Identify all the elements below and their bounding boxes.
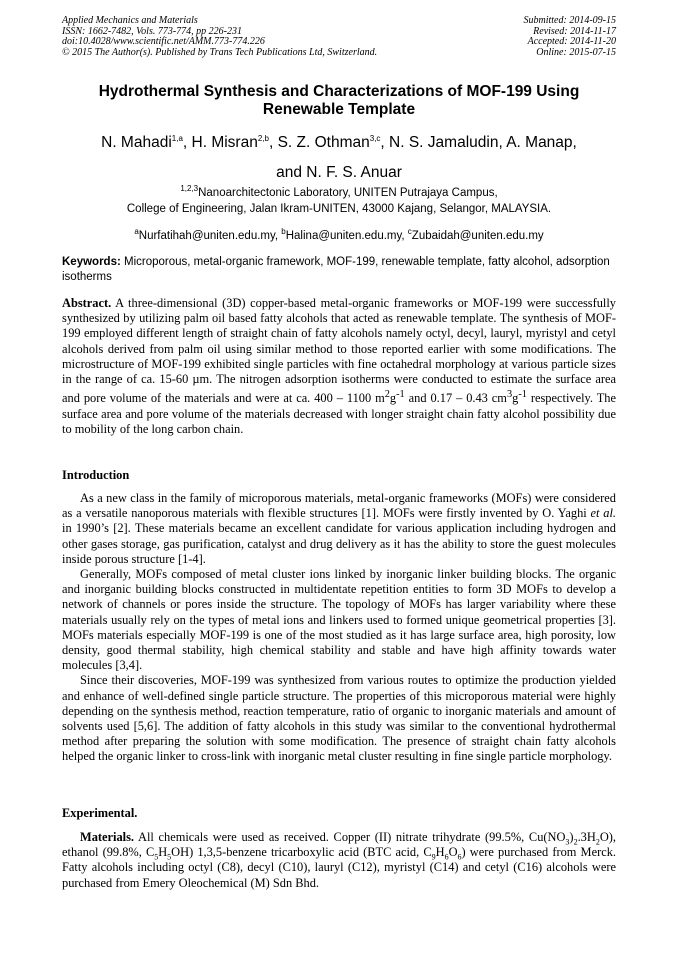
abstract-text: g <box>389 391 397 406</box>
abstract-superscript: -1 <box>396 389 405 401</box>
paragraph-text: H <box>435 845 445 860</box>
doi-line: doi:10.4028/www.scientific.net/AMM.773-774.226 <box>62 36 265 48</box>
issn-line: ISSN: 1662-7482, Vols. 773-774, pp 226-231 <box>62 25 242 37</box>
email-superscript: a <box>134 227 139 237</box>
paragraph-text: in 1990’s [2]. These materials became an excellent candidate for various application including hydrogen and other gases storage, gas purification, catalyst and drug delivery as it has the ability to store the guest molecules inside porous structure [1-4]. <box>62 521 616 566</box>
submitted-date: Submitted: 2014-09-15 <box>523 15 616 26</box>
paragraph-text: O <box>448 845 458 860</box>
email-link[interactable]: Halina@uniten.edu.my, <box>285 230 408 242</box>
author-name: , S. Z. Othman <box>268 134 370 151</box>
affiliation-superscript: 1,2,3 <box>180 184 199 194</box>
abstract-superscript: 2 <box>384 389 390 401</box>
author-superscript: 3,c <box>369 133 381 143</box>
paragraph <box>62 491 616 567</box>
introduction-body <box>62 491 616 765</box>
accepted-date: Accepted: 2014-11-20 <box>527 36 616 48</box>
subscript: 2 <box>595 837 600 847</box>
paragraph-label: Materials. <box>80 830 135 844</box>
author-superscript: 1,a <box>171 133 183 143</box>
email-link[interactable]: Zubaidah@uniten.edu.my <box>411 230 544 242</box>
abstract <box>62 296 616 437</box>
subscript: 2 <box>573 837 578 847</box>
subscript: 5 <box>154 852 159 862</box>
paper-title: Hydrothermal Synthesis and Characterizations of MOF-199 Using Renewable Template <box>98 83 580 118</box>
copyright-line: © 2015 The Author(s). Published by Trans Tech Publications Ltd, Switzerland. <box>62 46 378 58</box>
abstract-text: A three-dimensional (3D) copper-based metal-organic frameworks or MOF-199 were successfully synthesized by utilizing palm oil based fatty alcohols that acted as renewable template. The synthesis of MOF-199 employed different length of straight chain of fatty alcohols namely octyl, decyl, lauryl, myristyl and cetyl alcohols derived from palm oil using similar method to those reported earlier with some modifications. The microstructure of MOF-199 exhibited single particles with fine octahedral morphology at various particle sizes in the range of ca. 15-60 µm. The nitrogen adsorption isotherms were conducted to estimate the surface area and pore volume of the materials and were at ca. 400 – 1100 m <box>62 296 616 406</box>
paragraph: Since their discoveries, MOF-199 was synthesized from various routes to optimize the production yielded and enhance of well-defined single particle structure. The properties of this microporous material were highly depending on the synthesis method, reaction temperature, ratio of organic to inorganic materials and amount of solvents used [5,6]. The addition of fatty alcohols in this study was similar to the conventional hydrothermal method after preparing the solution with some modification. The presence of straight chain fatty alcohols helped the organic linker to cross-link with inorganic metal cluster resulting in fine single particle morphology. <box>62 673 616 764</box>
author-list <box>62 128 616 188</box>
email-list <box>62 229 616 244</box>
author-name: and N. F. S. Anuar <box>276 164 402 181</box>
subscript: 6 <box>444 852 449 862</box>
paragraph-text: As a new class in the family of microporous materials, metal-organic frameworks (MOFs) were considered as a versatile nanoporous materials with flexible structures [1]. MOFs were firstly invented by O. Yaghi <box>62 491 616 521</box>
keywords-label: Keywords: <box>62 256 121 268</box>
paragraph-text: ) <box>569 830 574 844</box>
section-heading-experimental: Experimental. <box>62 806 138 820</box>
paragraph <box>62 830 616 891</box>
author-name: , H. Misran <box>182 134 258 151</box>
abstract-superscript: 3 <box>506 389 513 401</box>
abstract-superscript: -1 <box>518 389 527 401</box>
journal-name: Applied Mechanics and Materials <box>62 15 198 26</box>
paragraph-text: H <box>158 845 168 860</box>
online-date: Online: 2015-07-15 <box>536 46 616 58</box>
section-heading-introduction: Introduction <box>62 468 130 482</box>
email-superscript: c <box>407 227 412 237</box>
paragraph-emphasis: et al. <box>590 506 616 521</box>
affiliation-line: College of Engineering, Jalan Ikram-UNITEN, 43000 Kajang, Selangor, MALAYSIA. <box>126 202 552 215</box>
paragraph-text: OH) 1,3,5-benzene tricarboxylic acid (BTC acid, C <box>171 845 432 860</box>
paragraph-text: .3H <box>577 830 596 844</box>
affiliation-line: Nanoarchitectonic Laboratory, UNITEN Putrajaya Campus, <box>198 187 498 199</box>
paragraph-text: O), ethanol (99.8%, C <box>62 830 616 860</box>
keywords <box>62 255 616 284</box>
author-name: , N. S. Jamaludin, A. Manap, <box>380 134 577 151</box>
email-link[interactable]: Nurfatihah@uniten.edu.my, <box>138 230 282 242</box>
revised-date: Revised: 2014-11-17 <box>533 25 616 37</box>
abstract-label: Abstract. <box>62 296 112 310</box>
abstract-text: respectively. The surface area and pore volume of the materials decreased with longer straight chain fatty alcohol possibility due to mobility of the long carbon chain. <box>62 391 616 436</box>
abstract-text: g <box>512 391 519 406</box>
paragraph-text: All chemicals were used as received. Copper (II) nitrate trihydrate (99.5%, Cu(NO <box>134 830 566 844</box>
experimental-body <box>62 830 616 891</box>
subscript: 5 <box>167 852 172 862</box>
author-superscript: 2,b <box>257 133 269 143</box>
abstract-text: and 0.17 – 0.43 cm <box>404 391 507 406</box>
subscript: 6 <box>457 852 462 862</box>
dates-info <box>396 16 616 58</box>
journal-info <box>62 16 442 58</box>
paragraph-text: ) were purchased from Merck. Fatty alcohols including octyl (C8), decyl (C10), lauryl (C12), myristyl (C14) and cetyl (C16) alcohols were purchased from Emery Oleochemical (M) Sdn Bhd. <box>62 845 616 890</box>
subscript: 3 <box>565 837 570 847</box>
author-name: N. Mahadi <box>101 134 172 151</box>
email-superscript: b <box>281 227 286 237</box>
affiliation <box>62 186 616 217</box>
keywords-text: Microporous, metal-organic framework, MOF-199, renewable template, fatty alcohol, adsorption isotherms <box>62 256 610 283</box>
paragraph: Generally, MOFs composed of metal cluster ions linked by inorganic linker building blocks. The organic and inorganic building blocks constructed in multidentate repetition entities to form 3D MOFs to develop a network of channels or pores inside the structure. The topology of MOFs has larger variability where these materials usually rely on the types of metal ions and linkers used to formed unique geometrical properties [3]. MOFs materials especially MOF-199 is one of the most studied as it has large surface area, high porosity, low density, good thermal stability, high chemical stability and stable and have high affinity towards water molecules [3,4]. <box>62 567 616 673</box>
subscript: 9 <box>431 852 436 862</box>
